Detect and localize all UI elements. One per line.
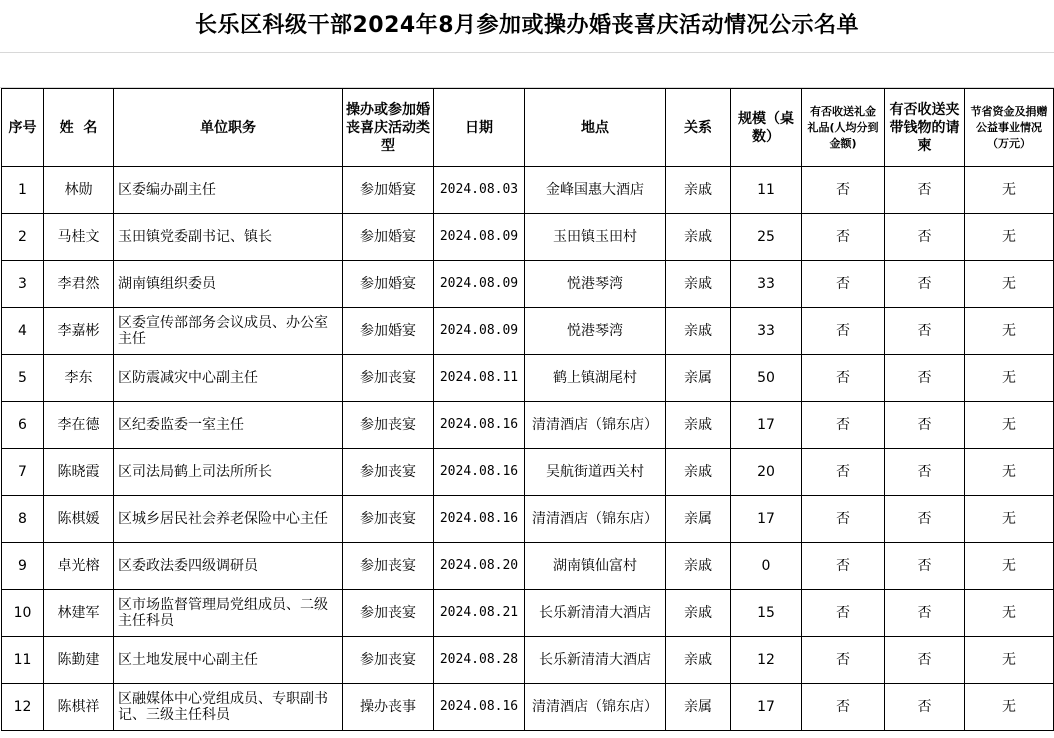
cell-name: 陈勤建 [44,637,114,684]
cell-date: 2024.08.16 [434,402,525,449]
cell-cards: 否 [885,449,965,496]
cell-seq: 2 [2,214,44,261]
cell-type: 参加婚宴 [343,308,434,355]
cell-date: 2024.08.09 [434,214,525,261]
cell-date: 2024.08.21 [434,590,525,637]
cell-seq: 6 [2,402,44,449]
cell-date: 2024.08.03 [434,167,525,214]
cell-donation: 无 [965,167,1054,214]
cell-gifts: 否 [802,261,885,308]
cell-seq: 8 [2,496,44,543]
cell-donation: 无 [965,449,1054,496]
cell-scale: 50 [731,355,802,402]
cell-date: 2024.08.16 [434,449,525,496]
cell-location: 玉田镇玉田村 [525,214,666,261]
cell-date: 2024.08.09 [434,261,525,308]
cell-type: 参加丧宴 [343,590,434,637]
cell-seq: 9 [2,543,44,590]
cell-name: 林建军 [44,590,114,637]
cell-name: 李在德 [44,402,114,449]
cell-cards: 否 [885,543,965,590]
disclosure-table [1,88,1054,731]
cell-location: 吴航街道西关村 [525,449,666,496]
cell-cards: 否 [885,590,965,637]
cell-location: 清清酒店（锦东店） [525,496,666,543]
cell-cards: 否 [885,214,965,261]
cell-position: 区委政法委四级调研员 [114,543,343,590]
cell-name: 林勋 [44,167,114,214]
cell-scale: 15 [731,590,802,637]
header-cards: 有否收送夹带钱物的请柬 [885,89,965,167]
header-date: 日期 [434,89,525,167]
cell-gifts: 否 [802,449,885,496]
cell-seq: 11 [2,637,44,684]
cell-position: 湖南镇组织委员 [114,261,343,308]
cell-seq: 1 [2,167,44,214]
cell-relation: 亲戚 [666,543,731,590]
cell-cards: 否 [885,308,965,355]
table-row [2,355,1054,402]
cell-gifts: 否 [802,684,885,731]
header-name: 姓 名 [44,89,114,167]
cell-scale: 17 [731,684,802,731]
cell-type: 参加婚宴 [343,214,434,261]
table-row [2,496,1054,543]
cell-relation: 亲戚 [666,167,731,214]
header-gifts: 有否收送礼金礼品(人均分到金额) [802,89,885,167]
cell-gifts: 否 [802,637,885,684]
cell-location: 清清酒店（锦东店） [525,684,666,731]
table-row [2,449,1054,496]
cell-donation: 无 [965,308,1054,355]
cell-position: 区防震减灾中心副主任 [114,355,343,402]
cell-seq: 7 [2,449,44,496]
header-donation: 节省资金及捐赠公益事业情况（万元） [965,89,1054,167]
cell-seq: 4 [2,308,44,355]
cell-scale: 33 [731,261,802,308]
cell-type: 参加丧宴 [343,637,434,684]
cell-relation: 亲戚 [666,590,731,637]
blank-row [0,52,1054,88]
cell-scale: 17 [731,496,802,543]
cell-cards: 否 [885,496,965,543]
cell-cards: 否 [885,355,965,402]
cell-relation: 亲属 [666,684,731,731]
cell-relation: 亲戚 [666,637,731,684]
cell-location: 悦港琴湾 [525,261,666,308]
cell-cards: 否 [885,167,965,214]
cell-name: 陈棋祥 [44,684,114,731]
cell-scale: 0 [731,543,802,590]
cell-cards: 否 [885,402,965,449]
cell-gifts: 否 [802,167,885,214]
cell-donation: 无 [965,402,1054,449]
table-row [2,214,1054,261]
header-seq: 序号 [2,89,44,167]
cell-donation: 无 [965,261,1054,308]
cell-type: 参加丧宴 [343,543,434,590]
page-title: 长乐区科级干部2024年8月参加或操办婚丧喜庆活动情况公示名单 [194,13,860,38]
cell-type: 参加婚宴 [343,167,434,214]
cell-relation: 亲属 [666,355,731,402]
cell-location: 湖南镇仙富村 [525,543,666,590]
cell-donation: 无 [965,214,1054,261]
cell-date: 2024.08.09 [434,308,525,355]
cell-gifts: 否 [802,402,885,449]
header-relation: 关系 [666,89,731,167]
cell-type: 参加丧宴 [343,449,434,496]
cell-relation: 亲戚 [666,402,731,449]
table-row [2,637,1054,684]
cell-donation: 无 [965,355,1054,402]
cell-relation: 亲戚 [666,214,731,261]
table-row [2,261,1054,308]
cell-position: 区委编办副主任 [114,167,343,214]
cell-cards: 否 [885,684,965,731]
cell-gifts: 否 [802,308,885,355]
cell-position: 区城乡居民社会养老保险中心主任 [114,496,343,543]
table-row [2,402,1054,449]
cell-scale: 25 [731,214,802,261]
cell-location: 清清酒店（锦东店） [525,402,666,449]
cell-relation: 亲戚 [666,261,731,308]
cell-date: 2024.08.16 [434,684,525,731]
cell-location: 长乐新清清大酒店 [525,590,666,637]
cell-type: 参加婚宴 [343,261,434,308]
cell-date: 2024.08.11 [434,355,525,402]
cell-gifts: 否 [802,355,885,402]
cell-cards: 否 [885,637,965,684]
cell-name: 马桂文 [44,214,114,261]
table-row [2,590,1054,637]
cell-seq: 12 [2,684,44,731]
cell-gifts: 否 [802,590,885,637]
cell-seq: 5 [2,355,44,402]
header-location: 地点 [525,89,666,167]
cell-name: 李嘉彬 [44,308,114,355]
cell-scale: 12 [731,637,802,684]
cell-name: 陈棋媛 [44,496,114,543]
cell-relation: 亲戚 [666,449,731,496]
cell-position: 玉田镇党委副书记、镇长 [114,214,343,261]
cell-location: 金峰国惠大酒店 [525,167,666,214]
cell-donation: 无 [965,637,1054,684]
header-type: 操办或参加婚丧喜庆活动类型 [343,89,434,167]
table-row [2,167,1054,214]
table-row [2,543,1054,590]
cell-location: 鹤上镇湖尾村 [525,355,666,402]
cell-name: 卓光榕 [44,543,114,590]
cell-donation: 无 [965,590,1054,637]
cell-donation: 无 [965,684,1054,731]
cell-gifts: 否 [802,214,885,261]
cell-donation: 无 [965,543,1054,590]
cell-gifts: 否 [802,543,885,590]
cell-name: 陈晓霞 [44,449,114,496]
cell-location: 长乐新清清大酒店 [525,637,666,684]
cell-position: 区司法局鹤上司法所所长 [114,449,343,496]
cell-scale: 20 [731,449,802,496]
cell-scale: 11 [731,167,802,214]
cell-relation: 亲戚 [666,308,731,355]
cell-relation: 亲属 [666,496,731,543]
table-row [2,684,1054,731]
cell-donation: 无 [965,496,1054,543]
header-position: 单位职务 [114,89,343,167]
cell-position: 区市场监督管理局党组成员、二级主任科员 [114,590,343,637]
header-scale: 规模（桌数） [731,89,802,167]
cell-name: 李东 [44,355,114,402]
cell-name: 李君然 [44,261,114,308]
cell-scale: 33 [731,308,802,355]
cell-type: 操办丧事 [343,684,434,731]
cell-scale: 17 [731,402,802,449]
cell-date: 2024.08.20 [434,543,525,590]
cell-location: 悦港琴湾 [525,308,666,355]
cell-position: 区融媒体中心党组成员、专职副书记、三级主任科员 [114,684,343,731]
table-row [2,308,1054,355]
cell-position: 区土地发展中心副主任 [114,637,343,684]
cell-position: 区委宣传部部务会议成员、办公室主任 [114,308,343,355]
cell-cards: 否 [885,261,965,308]
cell-date: 2024.08.28 [434,637,525,684]
cell-seq: 10 [2,590,44,637]
cell-date: 2024.08.16 [434,496,525,543]
cell-gifts: 否 [802,496,885,543]
cell-type: 参加丧宴 [343,496,434,543]
table-body [2,167,1054,731]
cell-position: 区纪委监委一室主任 [114,402,343,449]
header-row [2,89,1054,167]
cell-seq: 3 [2,261,44,308]
cell-type: 参加丧宴 [343,355,434,402]
cell-type: 参加丧宴 [343,402,434,449]
